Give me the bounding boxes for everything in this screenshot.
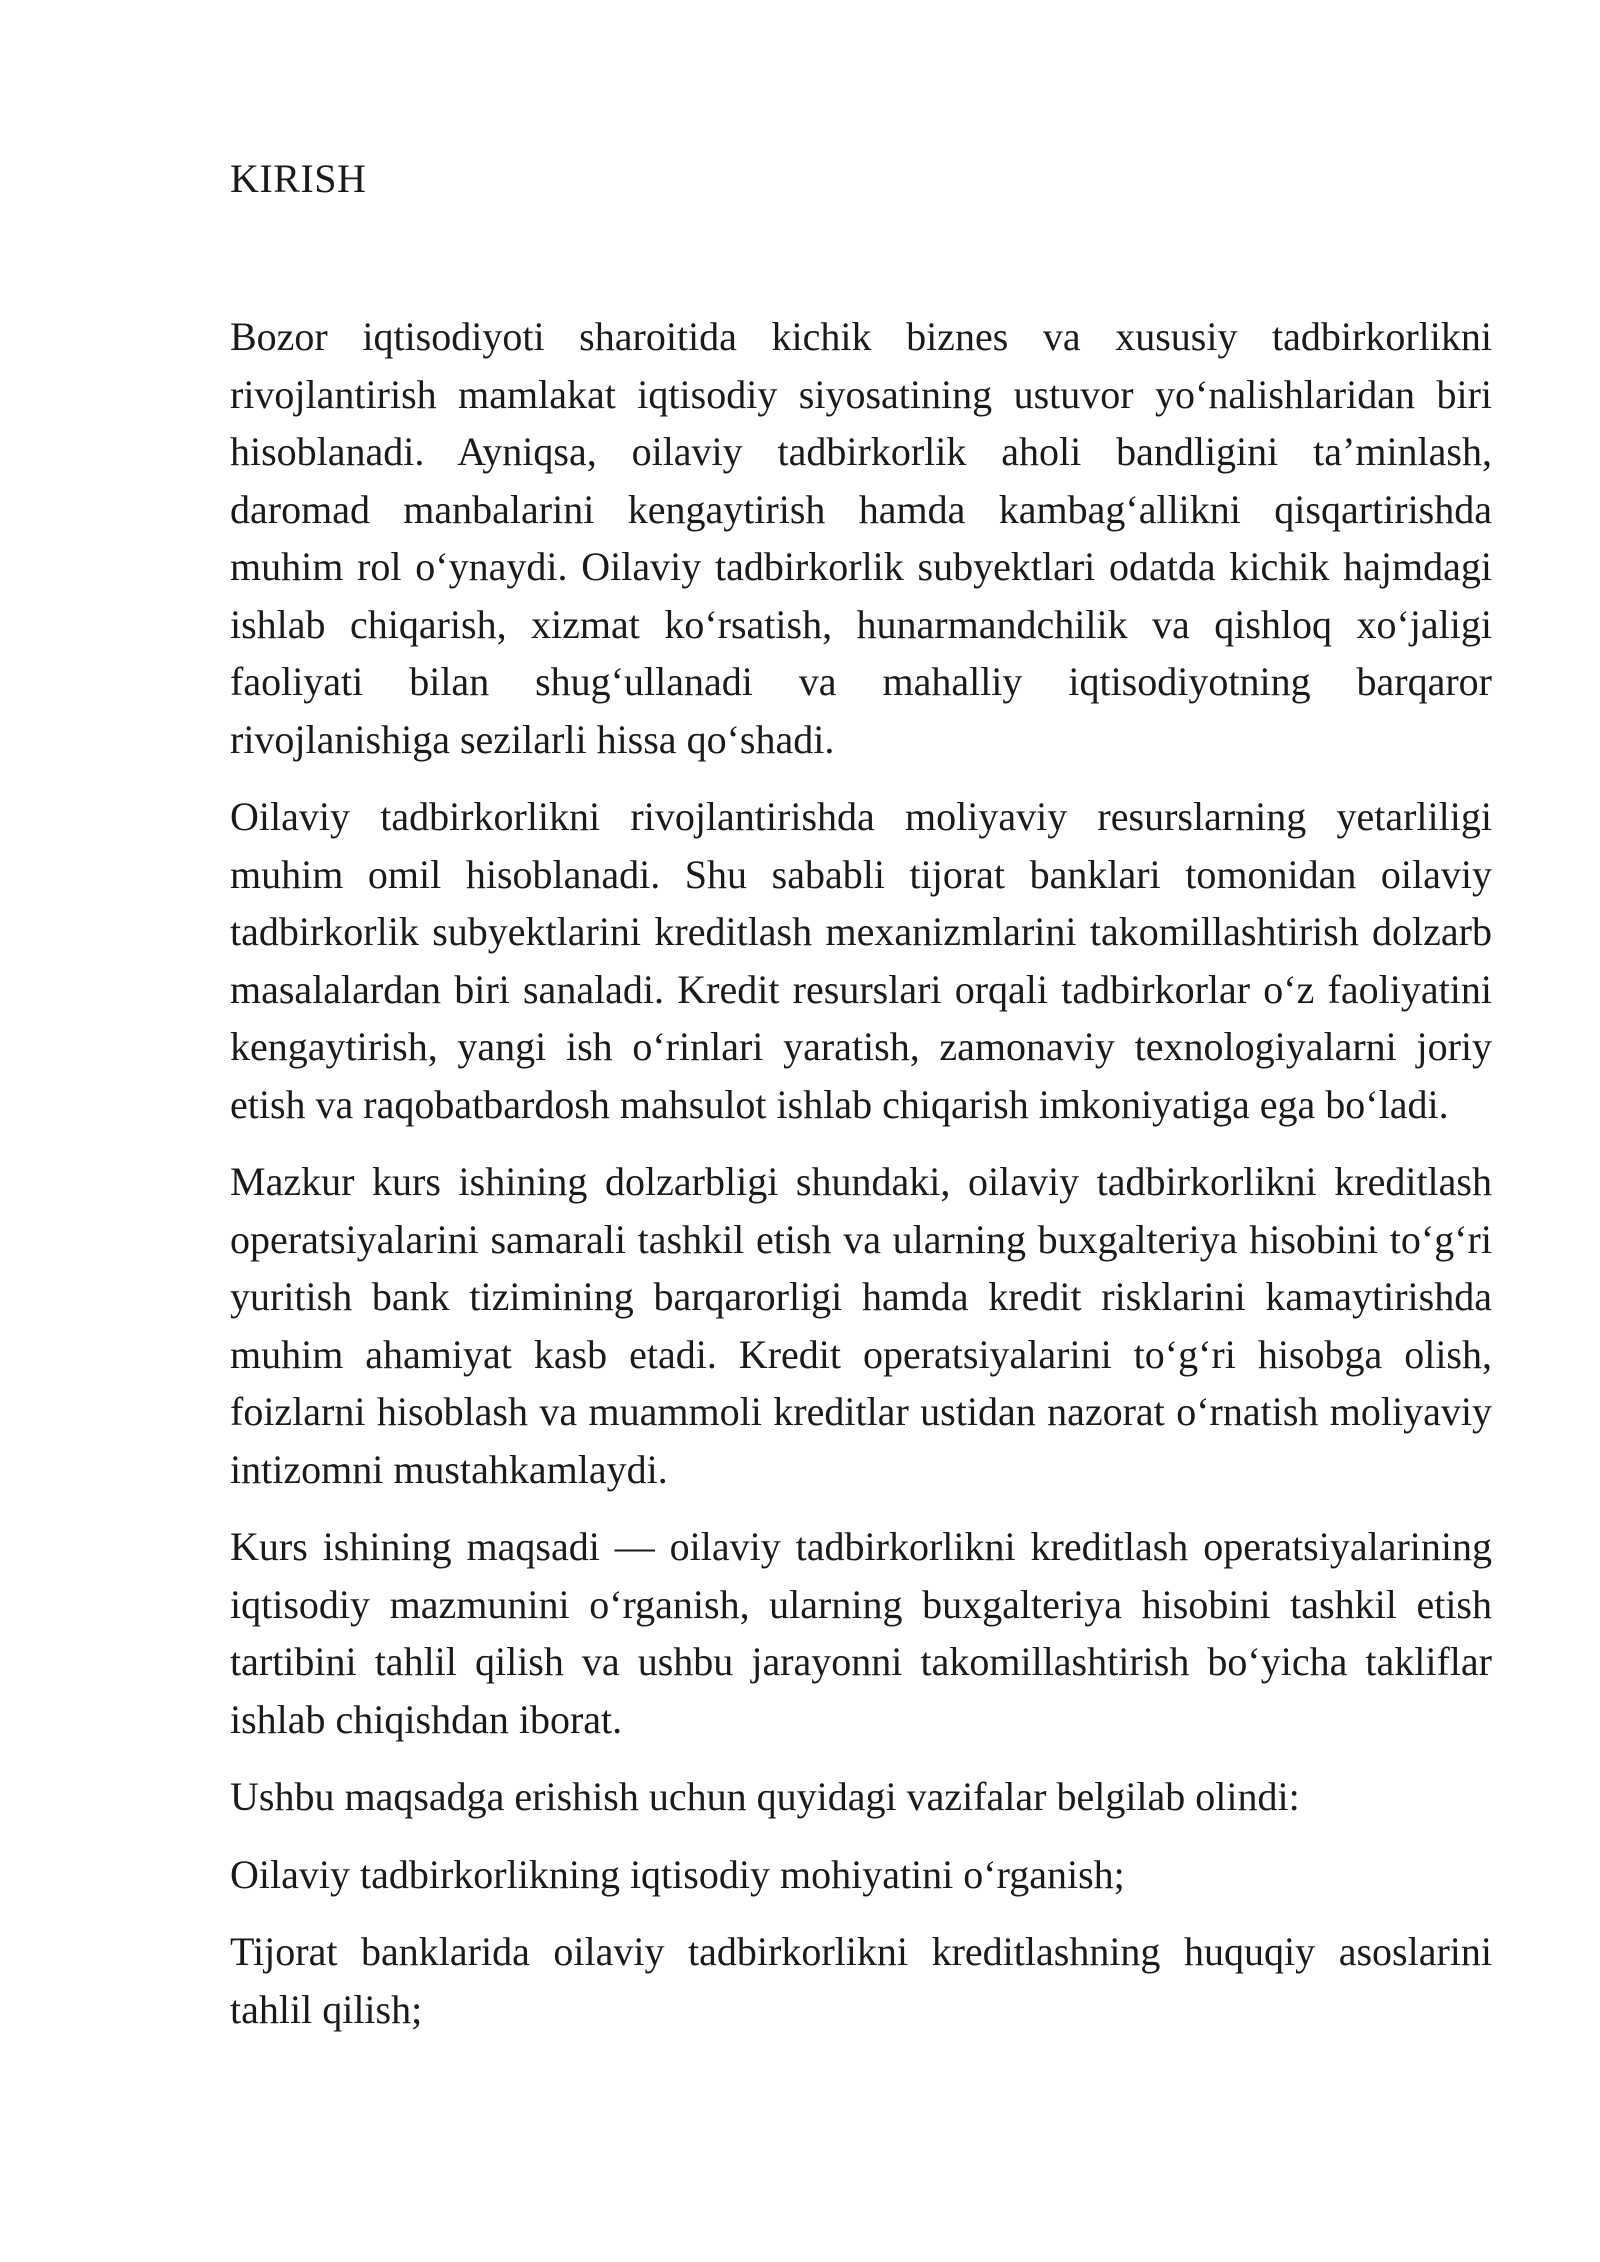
paragraph-financial-resources: Oilaviy tadbirkorlikni rivojlantirishda moliyaviy resurslarning yetarliligi muhim omil hisoblanadi. Shu sababli tijorat banklari tomonidan oilaviy tadbirkorlik subyektlarini kreditlash mexanizmlarini takomillashtirish dolzarb masalalardan biri sanaladi. Kredit resurslari orqali tadbirkorlar o‘z faoliyatini kengaytirish, yangi ish o‘rinlari yaratish, zamonaviy texnologiyalarni joriy etish va raqobatbardosh mahsulot ishlab chiqarish imkoniyatiga ega bo‘ladi. — [230, 794, 1492, 1127]
paragraph-tasks-intro: Ushbu maqsadga erishish uchun quyidagi vazifalar belgilab olindi: — [230, 1774, 1300, 1819]
paragraph-relevance: Mazkur kurs ishining dolzarbligi shundaki, oilaviy tadbirkorlikni kreditlash operatsiyalarini samarali tashkil etish va ularning buxgalteriya hisobini to‘g‘ri yuritish bank tizimining barqarorligi hamda kredit risklarini kamaytirishda muhim ahamiyat kasb etadi. Kredit operatsiyalarini to‘g‘ri hisobga olish, foizlarni hisoblash va muammoli kreditlar ustidan nazorat o‘rnatish moliyaviy intizomni mustahkamlaydi. — [230, 1159, 1492, 1492]
section-heading: KIRISH — [230, 156, 367, 201]
task-item: Oilaviy tadbirkorlikning iqtisodiy mohiyatini o‘rganish; — [230, 1851, 1125, 1897]
document-page — [230, 150, 1492, 2058]
paragraph-goal: Kurs ishining maqsadi — oilaviy tadbirkorlikni kreditlash operatsiyalarining iqtisodiy mazmunini o‘rganish, ularning buxgalteriya hisobini tashkil etish tartibini tahlil qilish va ushbu jarayonni takomillashtirish bo‘yicha takliflar ishlab chiqishdan iborat. — [230, 1524, 1492, 1742]
paragraph-intro: Bozor iqtisodiyoti sharoitida kichik biznes va xususiy tadbirkorlikni rivojlantirish mamlakat iqtisodiy siyosatining ustuvor yo‘nalishlaridan biri hisoblanadi. Ayniqsa, oilaviy tadbirkorlik aholi bandligini ta’minlash, daromad manbalarini kengaytirish hamda kambag‘allikni qisqartirishda muhim rol o‘ynaydi. Oilaviy tadbirkorlik subyektlari odatda kichik hajmdagi ishlab chiqarish, xizmat ko‘rsatish, hunarmandchilik va qishloq xo‘jaligi faoliyati bilan shug‘ullanadi va mahalliy iqtisodiyotning barqaror rivojlanishiga sezilarli hissa qo‘shadi. — [230, 314, 1492, 762]
task-item: Tijorat banklarida oilaviy tadbirkorlikni kreditlashning huquqiy asoslarini tahlil qilish; — [230, 1929, 1492, 2032]
